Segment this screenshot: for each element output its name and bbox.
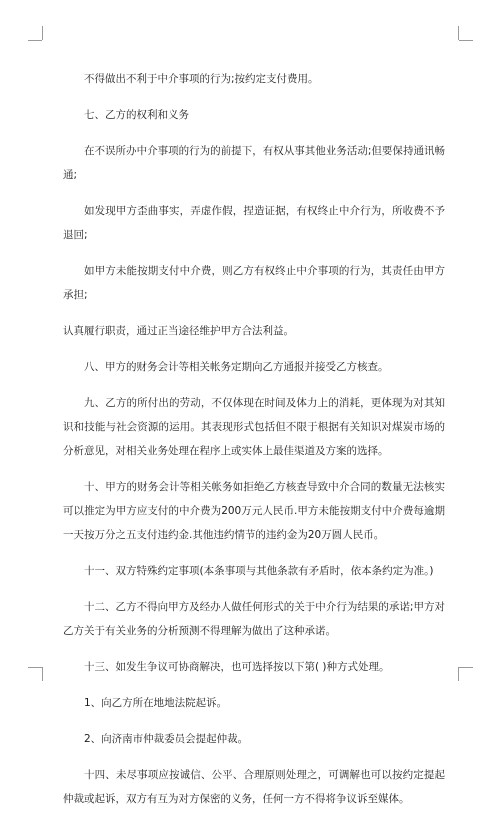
clause: 九、乙方的所付出的劳动，不仅体现在时间及体力上的消耗，更体现为对其知识和技能与社会资源的运用。其表现形式包括但不限于根据有关知识对煤炭市场的分析意见，对相关业务处理在程序上或实体上最佳渠道及方案的选择。 (63, 397, 445, 457)
crop-mark-bottom-left (28, 667, 42, 668)
list-item: 2、向济南市仲裁委员会提起仲裁。 (84, 733, 249, 745)
crop-mark-top-right (459, 40, 473, 41)
document-body (63, 67, 445, 823)
paragraph: 如发现甲方歪曲事实，弄虚作假，捏造证据，有权终止中介行为，所收费不予退回; (63, 205, 445, 241)
crop-mark-bottom-right (458, 667, 459, 681)
clause: 十二、乙方不得向甲方及经办人做任何形式的关于中介行为结果的承诺;甲方对乙方关于有关业务的分析预测不得理解为做出了这种承诺。 (63, 601, 445, 637)
crop-mark-bottom-right (459, 667, 473, 668)
crop-mark-top-left (28, 40, 42, 41)
paragraph: 如甲方未能按期支付中介费，则乙方有权终止中介事项的行为，其责任由甲方承担; (63, 265, 445, 301)
section-heading: 七、乙方的权利和义务 (84, 109, 189, 121)
clause: 八、甲方的财务会计等相关帐务定期向乙方通报并接受乙方核查。 (84, 361, 389, 373)
clause: 十三、如发生争议可协商解决，也可选择按以下第( )种方式处理。 (84, 661, 390, 673)
crop-mark-bottom-left (42, 667, 43, 681)
paragraph: 认真履行职责，通过正当途径维护甲方合法利益。 (63, 325, 294, 337)
crop-mark-top-left (42, 26, 43, 40)
list-item: 1、向乙方所在地地法院起诉。 (84, 697, 228, 709)
crop-mark-top-right (458, 26, 459, 40)
paragraph: 不得做出不利于中介事项的行为;按约定支付费用。 (84, 73, 319, 85)
clause: 十、甲方的财务会计等相关帐务如拒绝乙方核查导致中介合同的数量无法核实可以推定为甲方应支付的中介费为200万元人民币.甲方未能按期支付中介费每逾期一天按万分之五支付违约金.其他违约情节的违约金为20万圆人民币。 (63, 481, 445, 541)
clause: 十四、未尽事项应按诚信、公平、合理原则处理之，可调解也可以按约定提起仲裁或起诉，双方有互为对方保密的义务，任何一方不得将争议诉至媒体。 (63, 769, 445, 805)
clause: 十一、双方特殊约定事项(本条事项与其他条款有矛盾时，依本条约定为准。) (84, 565, 434, 577)
paragraph: 在不误所办中介事项的行为的前提下，有权从事其他业务活动;但要保持通讯畅通; (63, 145, 445, 181)
